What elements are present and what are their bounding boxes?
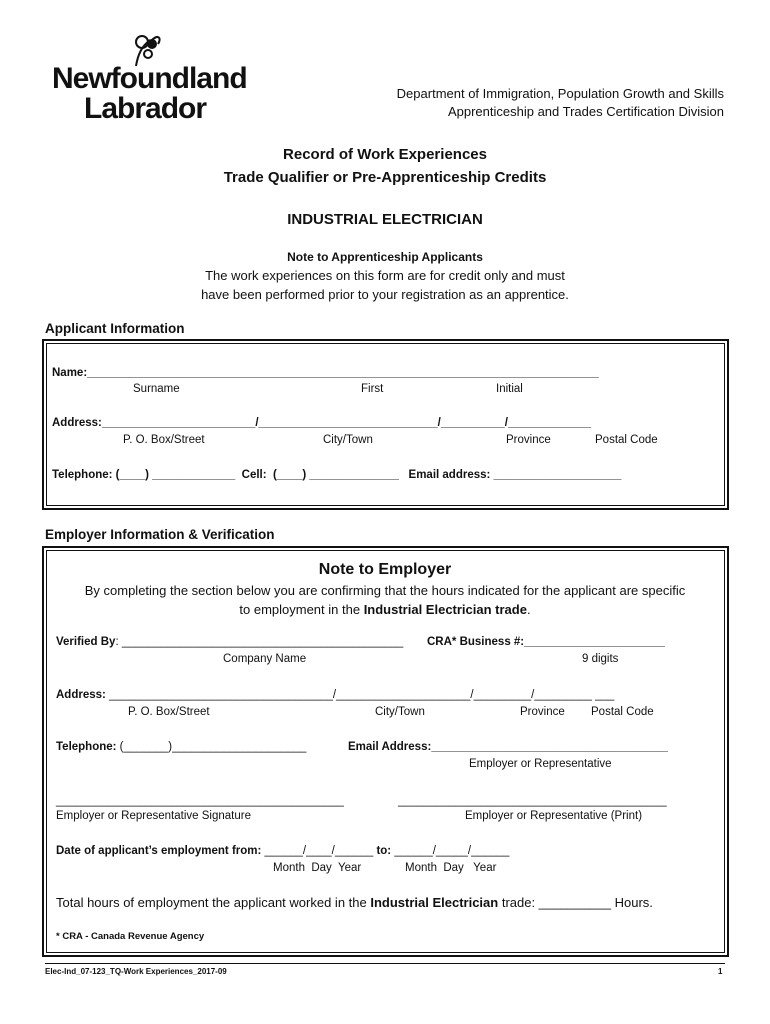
signature-field[interactable]: _____________________________________________: [56, 795, 344, 807]
newfoundland-labrador-logo: [52, 32, 247, 125]
applicant-note-line1: The work experiences on this form are for credit only and must: [205, 268, 565, 283]
form-code: Elec-Ind_07-123_TQ-Work Experiences_2017-09: [45, 967, 227, 976]
employer-province-label: Province: [520, 706, 565, 718]
cra-business-number-field[interactable]: CRA* Business #:______________________: [427, 636, 665, 648]
surname-label: Surname: [133, 383, 180, 395]
form-title: Record of Work Experiences: [283, 146, 487, 163]
company-name-label: Company Name: [223, 653, 307, 665]
footer-divider: [45, 963, 725, 964]
trade-name: INDUSTRIAL ELECTRICIAN: [287, 211, 483, 228]
print-name-label: Employer or Representative (Print): [465, 810, 643, 822]
employer-or-representative-label: Employer or Representative: [469, 758, 612, 770]
city-label: City/Town: [323, 434, 373, 446]
verified-by-field[interactable]: Verified By: ____________________________________________: [56, 636, 404, 648]
applicant-address-field[interactable]: Address:________________________/____________________________/__________/_____________: [52, 417, 592, 429]
logo-text-newfoundland: Newfoundland: [52, 62, 247, 95]
applicant-name-field[interactable]: Name:________________________________________________________________________________: [52, 367, 599, 379]
to-date-format-label: Month Day Year: [405, 862, 497, 874]
employment-dates-field[interactable]: Date of applicant’s employment from: ______/____/______ to: ______/_____/______: [56, 845, 510, 857]
applicant-section-title: Applicant Information: [45, 321, 185, 336]
employer-section-title: Employer Information & Verification: [45, 527, 275, 542]
employer-city-label: City/Town: [375, 706, 425, 718]
province-label: Province: [506, 434, 551, 446]
employer-address-field[interactable]: Address: ___________________________________/_____________________/_________/_________ ___: [56, 689, 615, 701]
logo-text-labrador: Labrador: [84, 92, 207, 125]
employer-email-field[interactable]: Email Address:_____________________________________: [348, 741, 668, 753]
print-name-field[interactable]: __________________________________________: [398, 795, 667, 807]
nine-digits-label: 9 digits: [582, 653, 619, 665]
applicant-note-heading: Note to Apprenticeship Applicants: [287, 250, 483, 264]
applicant-contact-field[interactable]: Telephone: (____) _____________ Cell: (____) ______________ Email address: ____________________: [52, 469, 622, 481]
employer-street-label: P. O. Box/Street: [128, 706, 210, 718]
cra-footnote: * CRA - Canada Revenue Agency: [56, 931, 205, 942]
first-name-label: First: [361, 383, 384, 395]
total-hours-field[interactable]: Total hours of employment the applicant worked in the Industrial Electrician trade: __________ Hours.: [56, 895, 653, 910]
applicant-note-line2: have been performed prior to your registration as an apprentice.: [201, 287, 569, 302]
from-date-format-label: Month Day Year: [273, 862, 362, 874]
street-label: P. O. Box/Street: [123, 434, 205, 446]
page-number: 1: [718, 967, 723, 976]
department-name: Department of Immigration, Population Growth and Skills: [396, 86, 724, 101]
signature-label: Employer or Representative Signature: [56, 810, 251, 822]
postal-code-label: Postal Code: [595, 434, 658, 446]
form-subtitle: Trade Qualifier or Pre-Apprenticeship Credits: [223, 169, 547, 186]
employer-telephone-field[interactable]: Telephone: (_______)_____________________: [56, 741, 307, 753]
employer-postal-label: Postal Code: [591, 706, 654, 718]
initial-label: Initial: [496, 383, 523, 395]
employer-note-title: Note to Employer: [318, 561, 452, 578]
employer-note-line1: By completing the section below you are confirming that the hours indicated for the applicant are specific: [84, 583, 686, 598]
employer-note-line2: to employment in the Industrial Electrician trade.: [239, 602, 531, 617]
division-name: Apprenticeship and Trades Certification Division: [447, 104, 724, 119]
